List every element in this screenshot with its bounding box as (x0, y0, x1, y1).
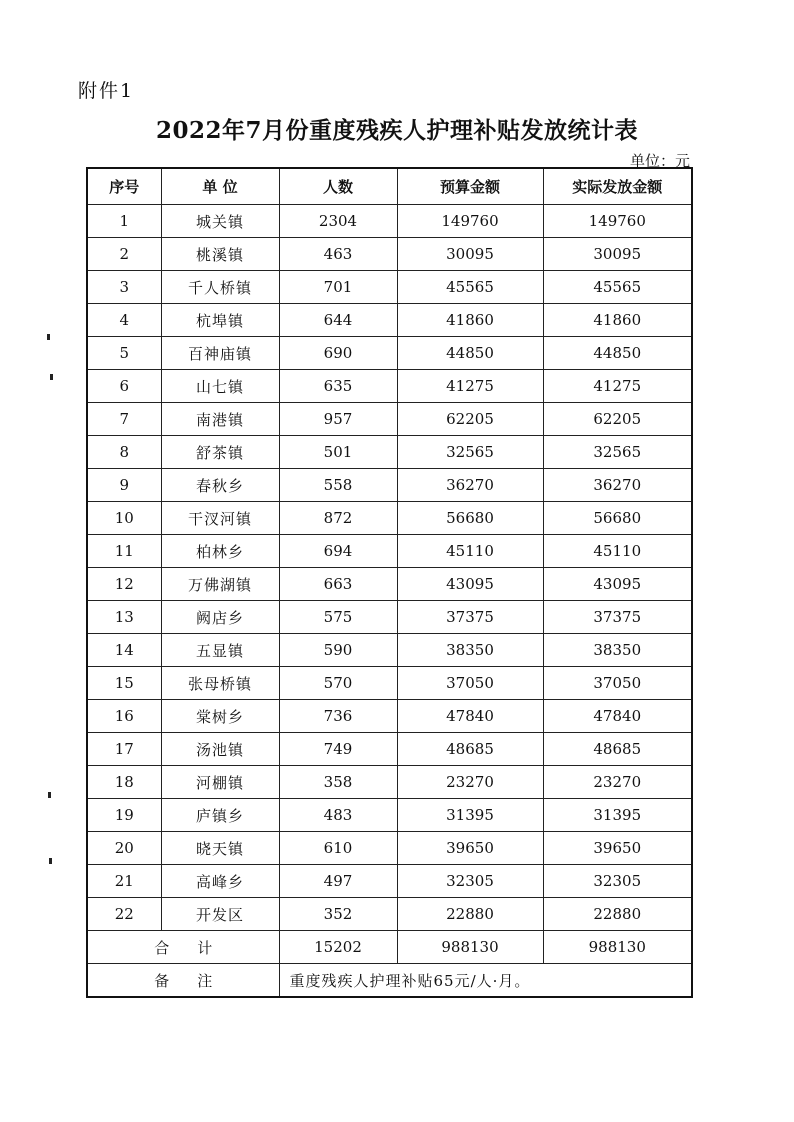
table-row (87, 634, 692, 667)
table-row (87, 502, 692, 535)
row-actual: 30095 (543, 238, 692, 271)
row-actual: 41275 (543, 370, 692, 403)
row-actual: 31395 (543, 799, 692, 832)
row-unit: 开发区 (161, 898, 279, 931)
scan-mark (49, 858, 52, 864)
row-people: 463 (279, 238, 397, 271)
row-unit: 高峰乡 (161, 865, 279, 898)
header-unit: 单 位 (161, 168, 279, 205)
row-actual: 45110 (543, 535, 692, 568)
row-people: 644 (279, 304, 397, 337)
row-index: 21 (87, 865, 161, 898)
row-people: 501 (279, 436, 397, 469)
row-actual: 39650 (543, 832, 692, 865)
subsidy-table (86, 167, 693, 998)
row-index: 8 (87, 436, 161, 469)
row-people: 957 (279, 403, 397, 436)
row-actual: 37050 (543, 667, 692, 700)
row-budget: 45565 (397, 271, 543, 304)
row-actual: 22880 (543, 898, 692, 931)
row-actual: 47840 (543, 700, 692, 733)
row-people: 497 (279, 865, 397, 898)
table-row (87, 898, 692, 931)
row-index: 9 (87, 469, 161, 502)
row-budget: 22880 (397, 898, 543, 931)
row-actual: 37375 (543, 601, 692, 634)
row-budget: 31395 (397, 799, 543, 832)
scan-mark (50, 374, 53, 380)
row-actual: 32305 (543, 865, 692, 898)
remark-label: 备注 (87, 964, 279, 998)
row-index: 14 (87, 634, 161, 667)
table-row (87, 733, 692, 766)
row-index: 13 (87, 601, 161, 634)
remark-row (87, 964, 692, 998)
row-unit: 五显镇 (161, 634, 279, 667)
table-row (87, 568, 692, 601)
table-row (87, 469, 692, 502)
row-budget: 48685 (397, 733, 543, 766)
table-row (87, 403, 692, 436)
row-people: 610 (279, 832, 397, 865)
row-budget: 36270 (397, 469, 543, 502)
row-unit: 干汊河镇 (161, 502, 279, 535)
row-people: 570 (279, 667, 397, 700)
row-unit: 百神庙镇 (161, 337, 279, 370)
scan-mark (47, 334, 50, 340)
row-actual: 41860 (543, 304, 692, 337)
row-actual: 149760 (543, 205, 692, 238)
row-budget: 43095 (397, 568, 543, 601)
row-people: 558 (279, 469, 397, 502)
row-people: 663 (279, 568, 397, 601)
row-budget: 39650 (397, 832, 543, 865)
row-unit: 庐镇乡 (161, 799, 279, 832)
row-index: 4 (87, 304, 161, 337)
table-row (87, 601, 692, 634)
row-budget: 41860 (397, 304, 543, 337)
row-budget: 23270 (397, 766, 543, 799)
row-index: 7 (87, 403, 161, 436)
row-budget: 41275 (397, 370, 543, 403)
table-row (87, 832, 692, 865)
row-actual: 56680 (543, 502, 692, 535)
row-unit: 河棚镇 (161, 766, 279, 799)
attachment-label: 附件1 (78, 80, 135, 102)
header-actual: 实际发放金额 (543, 168, 692, 205)
row-actual: 32565 (543, 436, 692, 469)
row-index: 1 (87, 205, 161, 238)
row-budget: 30095 (397, 238, 543, 271)
row-unit: 柏林乡 (161, 535, 279, 568)
row-index: 19 (87, 799, 161, 832)
table-row (87, 865, 692, 898)
total-actual: 988130 (543, 931, 692, 964)
row-actual: 44850 (543, 337, 692, 370)
row-index: 5 (87, 337, 161, 370)
table-row (87, 370, 692, 403)
row-unit: 汤池镇 (161, 733, 279, 766)
remark-text: 重度残疾人护理补贴65元/人·月。 (279, 964, 692, 998)
row-unit: 万佛湖镇 (161, 568, 279, 601)
row-index: 12 (87, 568, 161, 601)
header-index: 序号 (87, 168, 161, 205)
row-actual: 36270 (543, 469, 692, 502)
row-people: 358 (279, 766, 397, 799)
total-label: 合计 (87, 931, 279, 964)
row-index: 18 (87, 766, 161, 799)
unit-note: 单位：元 (629, 152, 690, 170)
row-unit: 阙店乡 (161, 601, 279, 634)
row-index: 11 (87, 535, 161, 568)
header-budget: 预算金额 (397, 168, 543, 205)
row-index: 6 (87, 370, 161, 403)
row-unit: 千人桥镇 (161, 271, 279, 304)
table-row (87, 700, 692, 733)
table-row (87, 799, 692, 832)
row-unit: 桃溪镇 (161, 238, 279, 271)
row-people: 872 (279, 502, 397, 535)
table-row (87, 304, 692, 337)
total-row (87, 931, 692, 964)
row-budget: 32565 (397, 436, 543, 469)
row-people: 690 (279, 337, 397, 370)
row-unit: 南港镇 (161, 403, 279, 436)
row-people: 352 (279, 898, 397, 931)
row-budget: 38350 (397, 634, 543, 667)
row-index: 10 (87, 502, 161, 535)
row-unit: 晓天镇 (161, 832, 279, 865)
row-index: 16 (87, 700, 161, 733)
row-index: 15 (87, 667, 161, 700)
total-budget: 988130 (397, 931, 543, 964)
row-actual: 62205 (543, 403, 692, 436)
row-budget: 44850 (397, 337, 543, 370)
row-people: 635 (279, 370, 397, 403)
row-unit: 张母桥镇 (161, 667, 279, 700)
table-row (87, 535, 692, 568)
row-people: 736 (279, 700, 397, 733)
scan-mark (48, 792, 51, 798)
row-index: 22 (87, 898, 161, 931)
table-row (87, 238, 692, 271)
row-people: 694 (279, 535, 397, 568)
row-budget: 45110 (397, 535, 543, 568)
row-actual: 23270 (543, 766, 692, 799)
row-unit: 山七镇 (161, 370, 279, 403)
row-index: 17 (87, 733, 161, 766)
row-people: 749 (279, 733, 397, 766)
row-budget: 62205 (397, 403, 543, 436)
row-people: 483 (279, 799, 397, 832)
table-row (87, 436, 692, 469)
row-index: 20 (87, 832, 161, 865)
table-row (87, 667, 692, 700)
row-unit: 城关镇 (161, 205, 279, 238)
total-people: 15202 (279, 931, 397, 964)
table-header-row (87, 168, 692, 205)
row-unit: 杭埠镇 (161, 304, 279, 337)
row-index: 3 (87, 271, 161, 304)
row-budget: 37050 (397, 667, 543, 700)
table-row (87, 766, 692, 799)
row-people: 2304 (279, 205, 397, 238)
row-actual: 48685 (543, 733, 692, 766)
header-people: 人数 (279, 168, 397, 205)
page-title: 2022年7月份重度残疾人护理补贴发放统计表 (155, 117, 639, 144)
row-unit: 春秋乡 (161, 469, 279, 502)
table-row (87, 205, 692, 238)
row-index: 2 (87, 238, 161, 271)
row-people: 590 (279, 634, 397, 667)
row-budget: 47840 (397, 700, 543, 733)
table-row (87, 337, 692, 370)
table-row (87, 271, 692, 304)
row-people: 701 (279, 271, 397, 304)
row-budget: 37375 (397, 601, 543, 634)
row-budget: 56680 (397, 502, 543, 535)
row-unit: 棠树乡 (161, 700, 279, 733)
row-people: 575 (279, 601, 397, 634)
row-budget: 32305 (397, 865, 543, 898)
row-actual: 45565 (543, 271, 692, 304)
row-actual: 43095 (543, 568, 692, 601)
row-unit: 舒茶镇 (161, 436, 279, 469)
row-actual: 38350 (543, 634, 692, 667)
row-budget: 149760 (397, 205, 543, 238)
